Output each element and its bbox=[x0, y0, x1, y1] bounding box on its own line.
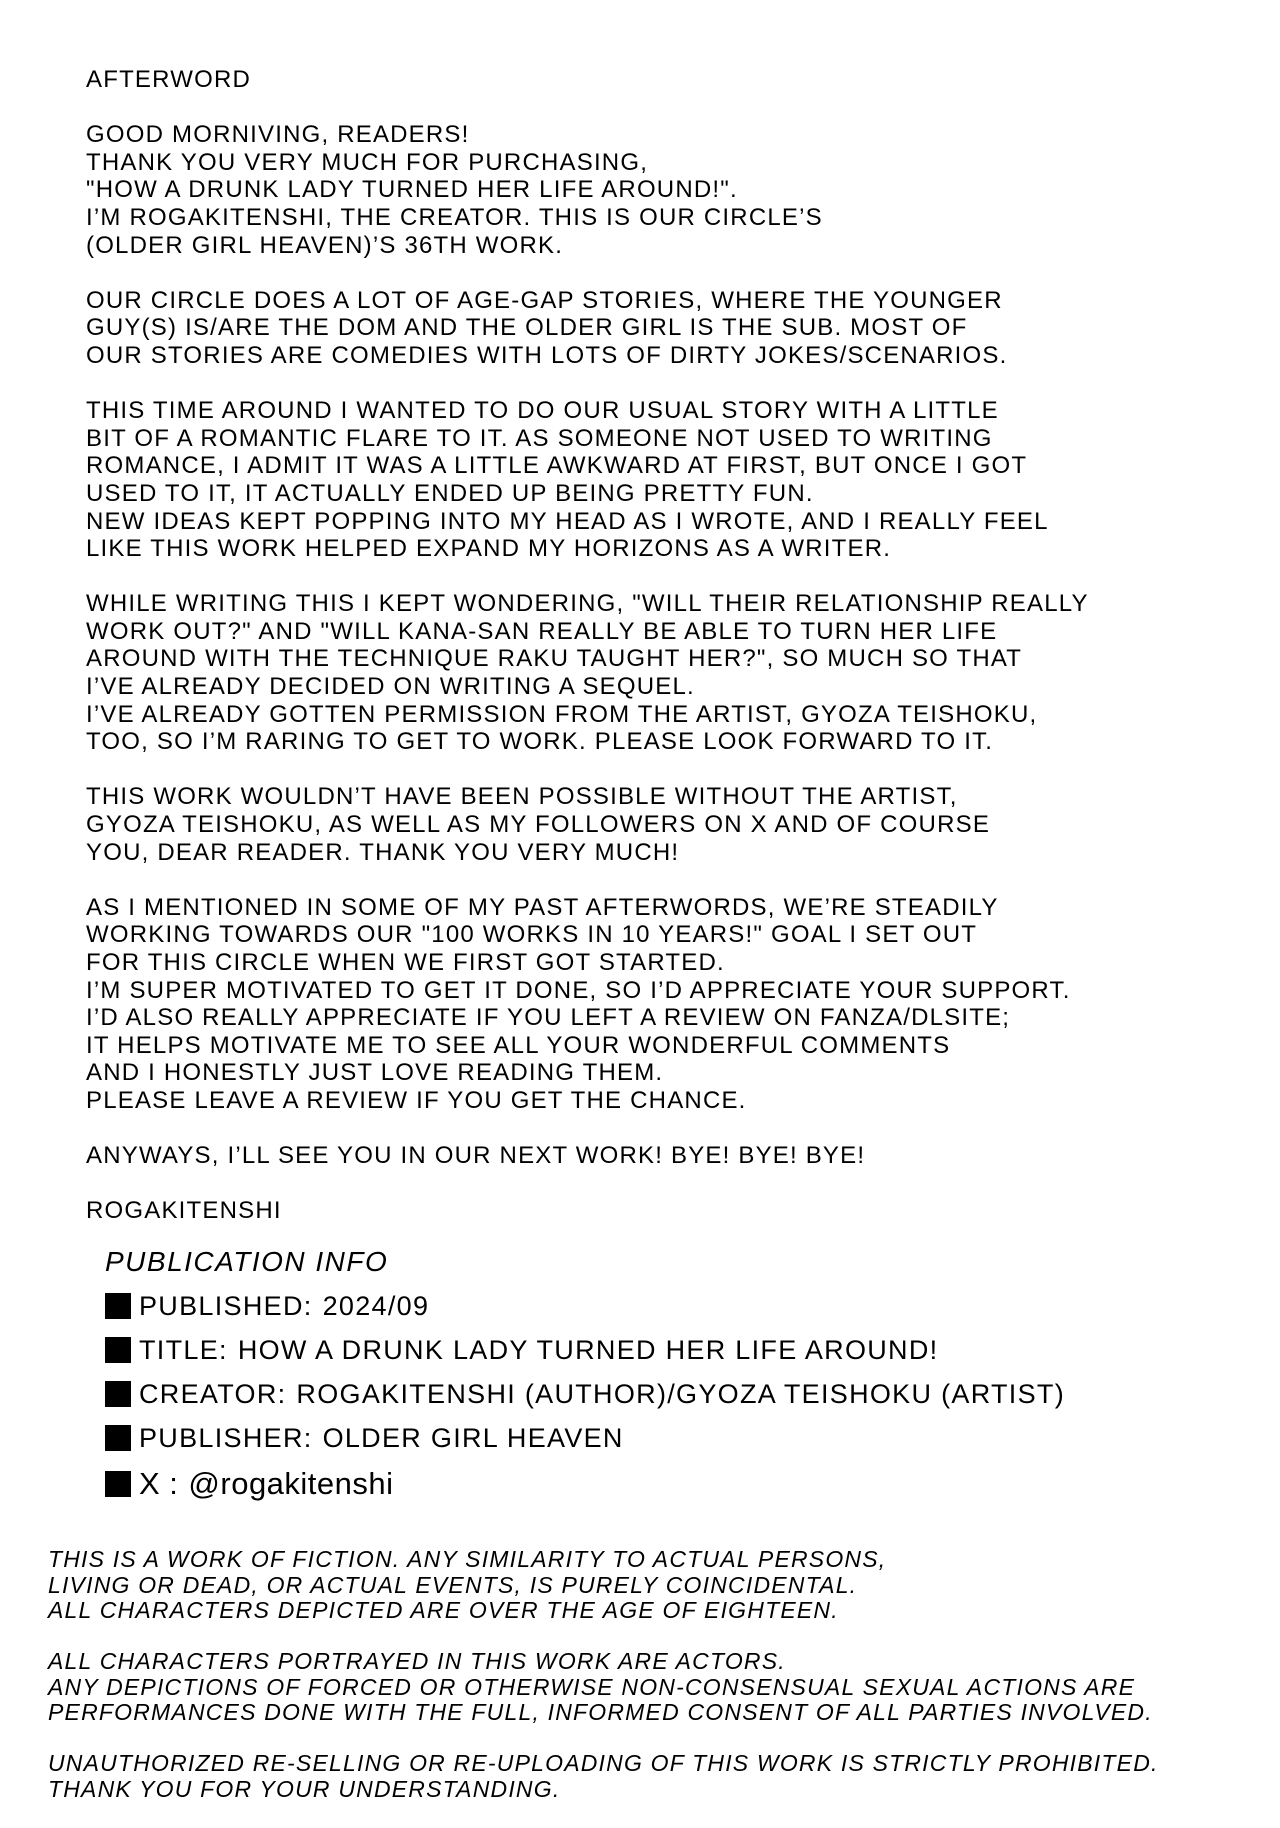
afterword-line: AROUND WITH THE TECHNIQUE RAKU TAUGHT HER?", SO MUCH SO THAT bbox=[86, 645, 1023, 673]
disclaimer-line: ALL CHARACTERS DEPICTED ARE OVER THE AGE OF EIGHTEEN. bbox=[48, 1597, 839, 1623]
afterword-line: WORKING TOWARDS OUR "100 WORKS IN 10 YEARS!" GOAL I SET OUT bbox=[86, 921, 978, 949]
publication-info-list bbox=[105, 1284, 1205, 1460]
disclaimer-line: LIVING OR DEAD, OR ACTUAL EVENTS, IS PURELY COINCIDENTAL. bbox=[48, 1571, 858, 1598]
disclaimer-line: PERFORMANCES DONE WITH THE FULL, INFORMED CONSENT OF ALL PARTIES INVOLVED. bbox=[48, 1699, 1153, 1725]
disclaimer-section bbox=[48, 1547, 1248, 1828]
afterword-line: I’VE ALREADY GOTTEN PERMISSION FROM THE ARTIST, GYOZA TEISHOKU, bbox=[86, 700, 1038, 728]
afterword-body bbox=[86, 121, 1216, 1225]
publication-item-label: PUBLISHER: bbox=[139, 1422, 313, 1453]
afterword-line: YOU, DEAR READER. THANK YOU VERY MUCH! bbox=[86, 838, 680, 866]
disclaimer-paragraph bbox=[48, 1547, 1248, 1624]
publication-info-item bbox=[105, 1372, 1205, 1416]
afterword-section bbox=[86, 66, 1216, 1253]
publication-info-item bbox=[105, 1284, 1205, 1328]
square-bullet-icon bbox=[105, 1293, 131, 1319]
afterword-line: I’M SUPER MOTIVATED TO GET IT DONE, SO I’D APPRECIATE YOUR SUPPORT. bbox=[86, 976, 1071, 1004]
publication-info-title: PUBLICATION INFO bbox=[105, 1246, 389, 1277]
afterword-paragraph bbox=[86, 1197, 1216, 1225]
square-bullet-icon bbox=[105, 1381, 131, 1407]
afterword-line: USED TO IT, IT ACTUALLY ENDED UP BEING PRETTY FUN. bbox=[86, 479, 814, 507]
afterword-line: WORK OUT?" AND "WILL KANA-SAN REALLY BE ABLE TO TURN HER LIFE bbox=[86, 617, 998, 645]
publication-item-value: 2024/09 bbox=[322, 1290, 430, 1321]
afterword-line: THIS WORK WOULDN’T HAVE BEEN POSSIBLE WITHOUT THE ARTIST, bbox=[86, 783, 958, 811]
afterword-line: THANK YOU VERY MUCH FOR PURCHASING, bbox=[86, 148, 649, 176]
x-label: X : bbox=[139, 1466, 179, 1501]
afterword-heading: AFTERWORD bbox=[86, 66, 252, 93]
publication-item-label: CREATOR: bbox=[139, 1378, 287, 1409]
disclaimer-line: ANY DEPICTIONS OF FORCED OR OTHERWISE NON-CONSENSUAL SEXUAL ACTIONS ARE bbox=[48, 1673, 1136, 1700]
afterword-line: LIKE THIS WORK HELPED EXPAND MY HORIZONS AS A WRITER. bbox=[86, 535, 892, 563]
disclaimer-paragraph bbox=[48, 1649, 1248, 1726]
disclaimer-paragraph bbox=[48, 1751, 1248, 1802]
disclaimer-line: THIS IS A WORK OF FICTION. ANY SIMILARITY TO ACTUAL PERSONS, bbox=[48, 1546, 887, 1572]
afterword-paragraph bbox=[86, 287, 1216, 370]
afterword-line: OUR STORIES ARE COMEDIES WITH LOTS OF DIRTY JOKES/SCENARIOS. bbox=[86, 341, 1008, 369]
disclaimer-line: THANK YOU FOR YOUR UNDERSTANDING. bbox=[48, 1775, 561, 1802]
publication-info-item bbox=[105, 1328, 1205, 1372]
publication-info-item bbox=[105, 1416, 1205, 1460]
square-bullet-icon bbox=[105, 1425, 131, 1451]
publication-item-value: HOW A DRUNK LADY TURNED HER LIFE AROUND! bbox=[237, 1334, 939, 1365]
afterword-line: ANYWAYS, I’LL SEE YOU IN OUR NEXT WORK! BYE! BYE! BYE! bbox=[86, 1142, 866, 1170]
afterword-line: ROMANCE, I ADMIT IT WAS A LITTLE AWKWARD AT FIRST, BUT ONCE I GOT bbox=[86, 452, 1028, 480]
publication-item-label: PUBLISHED: bbox=[139, 1290, 313, 1321]
afterword-line: I’D ALSO REALLY APPRECIATE IF YOU LEFT A REVIEW ON FANZA/DLSITE; bbox=[86, 1004, 1011, 1032]
disclaimer-line: ALL CHARACTERS PORTRAYED IN THIS WORK ARE ACTORS. bbox=[48, 1648, 786, 1674]
afterword-line: AS I MENTIONED IN SOME OF MY PAST AFTERWORDS, WE’RE STEADILY bbox=[86, 893, 999, 921]
afterword-line: "HOW A DRUNK LADY TURNED HER LIFE AROUND!". bbox=[86, 176, 738, 204]
publication-item-label: TITLE: bbox=[139, 1334, 228, 1365]
x-handle: @rogakitenshi bbox=[188, 1466, 394, 1501]
afterword-paragraph bbox=[86, 894, 1216, 1115]
publication-info bbox=[105, 1240, 1205, 1508]
afterword-line: OUR CIRCLE DOES A LOT OF AGE-GAP STORIES, WHERE THE YOUNGER bbox=[86, 286, 1003, 314]
afterword-line: TOO, SO I’M RARING TO GET TO WORK. PLEASE LOOK FORWARD TO IT. bbox=[86, 728, 994, 756]
afterword-line: GUY(S) IS/ARE THE DOM AND THE OLDER GIRL IS THE SUB. MOST OF bbox=[86, 314, 968, 342]
publication-item-value: OLDER GIRL HEAVEN bbox=[322, 1422, 624, 1453]
afterword-line: WHILE WRITING THIS I KEPT WONDERING, "WILL THEIR RELATIONSHIP REALLY bbox=[86, 590, 1089, 618]
afterword-line: I’VE ALREADY DECIDED ON WRITING A SEQUEL. bbox=[86, 673, 695, 701]
afterword-paragraph bbox=[86, 397, 1216, 563]
afterword-line: PLEASE LEAVE A REVIEW IF YOU GET THE CHANCE. bbox=[86, 1086, 747, 1114]
afterword-paragraph bbox=[86, 783, 1216, 866]
disclaimer-line: UNAUTHORIZED RE-SELLING OR RE-UPLOADING OF THIS WORK IS STRICTLY PROHIBITED. bbox=[48, 1750, 1159, 1776]
afterword-line: FOR THIS CIRCLE WHEN WE FIRST GOT STARTED. bbox=[86, 949, 725, 976]
afterword-line: GYOZA TEISHOKU, AS WELL AS MY FOLLOWERS ON X AND OF COURSE bbox=[86, 811, 991, 839]
afterword-line: IT HELPS MOTIVATE ME TO SEE ALL YOUR WONDERFUL COMMENTS bbox=[86, 1031, 951, 1059]
afterword-line: (OLDER GIRL HEAVEN)’S 36TH WORK. bbox=[86, 231, 564, 259]
afterword-line: BIT OF A ROMANTIC FLARE TO IT. AS SOMEONE NOT USED TO WRITING bbox=[86, 424, 993, 452]
afterword-paragraph bbox=[86, 121, 1216, 259]
afterword-line: I’M ROGAKITENSHI, THE CREATOR. THIS IS OUR CIRCLE’S bbox=[86, 203, 823, 231]
publication-item-value: ROGAKITENSHI (AUTHOR)/GYOZA TEISHOKU (ARTIST) bbox=[296, 1378, 1065, 1409]
afterword-line: ROGAKITENSHI bbox=[86, 1197, 282, 1225]
afterword-line: THIS TIME AROUND I WANTED TO DO OUR USUAL STORY WITH A LITTLE bbox=[86, 397, 999, 425]
square-bullet-icon bbox=[105, 1337, 131, 1363]
square-bullet-icon bbox=[105, 1471, 131, 1497]
afterword-line: GOOD MORNIVING, READERS! bbox=[86, 121, 470, 149]
afterword-line: NEW IDEAS KEPT POPPING INTO MY HEAD AS I WROTE, AND I REALLY FEEL bbox=[86, 507, 1049, 535]
afterword-paragraph bbox=[86, 590, 1216, 756]
publication-x-handle bbox=[105, 1460, 1205, 1508]
afterword-paragraph bbox=[86, 1142, 1216, 1170]
afterword-line: AND I HONESTLY JUST LOVE READING THEM. bbox=[86, 1059, 664, 1087]
